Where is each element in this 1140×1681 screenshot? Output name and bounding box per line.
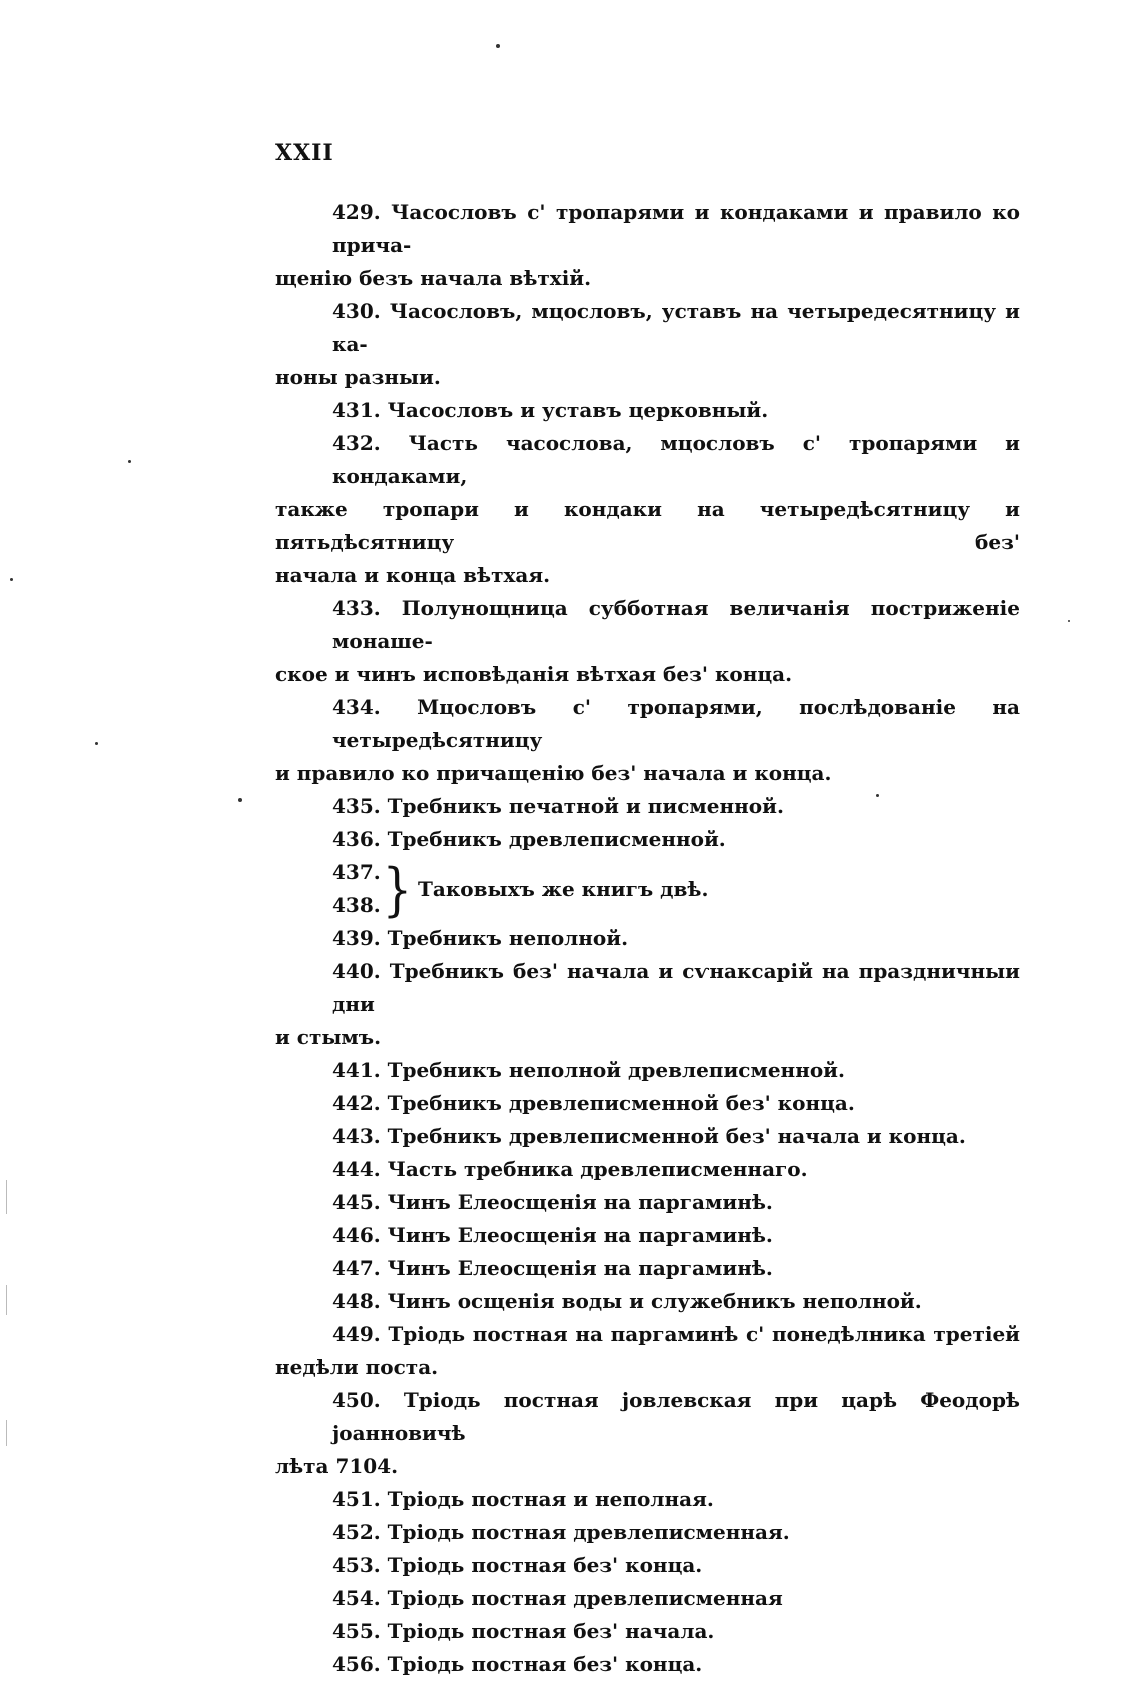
catalog-entry: [275, 1582, 1020, 1615]
scan-edge-mark: [6, 1420, 7, 1446]
entry-line: 455. Тріодь постная без' начала.: [332, 1619, 715, 1643]
entry-line: ноны разныи.: [275, 365, 441, 389]
scan-edge-mark: [6, 1180, 7, 1214]
catalog-entry: [275, 1318, 1020, 1384]
catalog-entry: [275, 1186, 1020, 1219]
entry-line: недѣли поста.: [275, 1355, 439, 1379]
entry-line: ское и чинъ исповѣданія вѣтхая без' конца.: [275, 662, 793, 686]
entry-line: 439. Требникъ неполной.: [332, 926, 629, 950]
entry-line: 452. Тріодь постная древлеписменная.: [332, 1520, 790, 1544]
entry-line: 436. Требникъ древлеписменной.: [332, 827, 726, 851]
bracket-number: 438.: [332, 893, 381, 917]
catalog-entry: [275, 394, 1020, 427]
catalog-entries-after: [275, 922, 1020, 1681]
scan-speck: [95, 742, 98, 745]
entry-line: 444. Часть требника древлеписменнаго.: [332, 1157, 808, 1181]
catalog-entry: [275, 592, 1020, 691]
catalog-entry: [275, 922, 1020, 955]
scan-speck: [1068, 620, 1070, 622]
bracket-numbers: [332, 856, 381, 922]
entry-line: 435. Требникъ печатной и писменной.: [332, 794, 784, 818]
page-number: XXII: [275, 140, 334, 166]
catalog-list: [275, 196, 1020, 1681]
entry-line: начала и конца вѣтхая.: [275, 563, 551, 587]
catalog-entry: [275, 823, 1020, 856]
catalog-entry: [275, 1615, 1020, 1648]
scan-speck: [238, 798, 242, 802]
entry-line: 434. Мцословъ с' тропарями, послѣдованіе на четыредѣсятницу: [332, 695, 1020, 752]
entry-line: 454. Тріодь постная древлеписменная: [332, 1586, 783, 1610]
entry-line: 443. Требникъ древлеписменной без' начала и конца.: [332, 1124, 966, 1148]
bracketed-entry: [275, 856, 1020, 922]
entry-line: 456. Тріодь постная без' конца.: [332, 1652, 703, 1676]
entry-line: 441. Требникъ неполной древлеписменной.: [332, 1058, 845, 1082]
entry-line: 440. Требникъ без' начала и сѵнаксарій на праздничныи дни: [332, 959, 1020, 1016]
catalog-entry: [275, 1384, 1020, 1483]
entry-line: щенію безъ начала вѣтхій.: [275, 266, 592, 290]
entry-line: 449. Тріодь постная на паргаминѣ с' понедѣлника третіей: [332, 1322, 1020, 1346]
scan-edge-mark: [6, 1285, 7, 1315]
catalog-entry: [275, 1483, 1020, 1516]
entry-line: 433. Полунощница субботная величанія постриженіе монаше-: [332, 596, 1020, 653]
entry-line: 429. Часословъ с' тропарями и кондаками и правило ко прича-: [332, 200, 1020, 257]
entry-line: 451. Тріодь постная и неполная.: [332, 1487, 714, 1511]
catalog-entry: [275, 1252, 1020, 1285]
catalog-entry: [275, 1120, 1020, 1153]
entry-line: 446. Чинъ Елеосщенія на паргаминѣ.: [332, 1223, 773, 1247]
catalog-entry: [275, 196, 1020, 295]
entry-line: лѣта 7104.: [275, 1454, 399, 1478]
catalog-entry: [275, 1087, 1020, 1120]
catalog-entry: [275, 790, 1020, 823]
catalog-entry: [275, 1516, 1020, 1549]
catalog-entry: [275, 955, 1020, 1054]
bracket-number: 437.: [332, 860, 381, 884]
entry-line: 448. Чинъ осщенія воды и служебникъ неполной.: [332, 1289, 922, 1313]
scan-speck: [10, 578, 13, 581]
catalog-entry: [275, 1054, 1020, 1087]
scan-speck: [876, 794, 879, 797]
entry-line: также тропари и кондаки на четыредѣсятницу и пятьдѣсятницу без': [275, 497, 1020, 554]
entry-line: 432. Часть часослова, мцословъ с' тропарями и кондаками,: [332, 431, 1020, 488]
catalog-entry: [275, 295, 1020, 394]
entry-line: 447. Чинъ Елеосщенія на паргаминѣ.: [332, 1256, 773, 1280]
catalog-entries-before: [275, 196, 1020, 856]
catalog-entry: [275, 691, 1020, 790]
entry-line: и правило ко причащенію без' начала и конца.: [275, 761, 832, 785]
entry-line: и стымъ.: [275, 1025, 382, 1049]
entry-line: 430. Часословъ, мцословъ, уставъ на четыредесятницу и ка-: [332, 299, 1020, 356]
entry-line: 453. Тріодь постная без' конца.: [332, 1553, 703, 1577]
entry-line: 442. Требникъ древлеписменной без' конца.: [332, 1091, 855, 1115]
catalog-entry: [275, 1153, 1020, 1186]
bracket-text: Таковыхъ же книгъ двѣ.: [418, 876, 709, 901]
scan-speck: [128, 460, 131, 463]
catalog-entry: [275, 427, 1020, 592]
entry-line: 450. Тріодь постная јовлевская при царѣ Феодорѣ јоанновичѣ: [332, 1388, 1020, 1445]
catalog-entry: [275, 1285, 1020, 1318]
curly-brace-icon: }: [382, 855, 412, 923]
entry-line: 445. Чинъ Елеосщенія на паргаминѣ.: [332, 1190, 773, 1214]
entry-line: 431. Часословъ и уставъ церковный.: [332, 398, 769, 422]
catalog-entry: [275, 1549, 1020, 1582]
scan-speck: [496, 44, 500, 48]
catalog-entry: [275, 1219, 1020, 1252]
